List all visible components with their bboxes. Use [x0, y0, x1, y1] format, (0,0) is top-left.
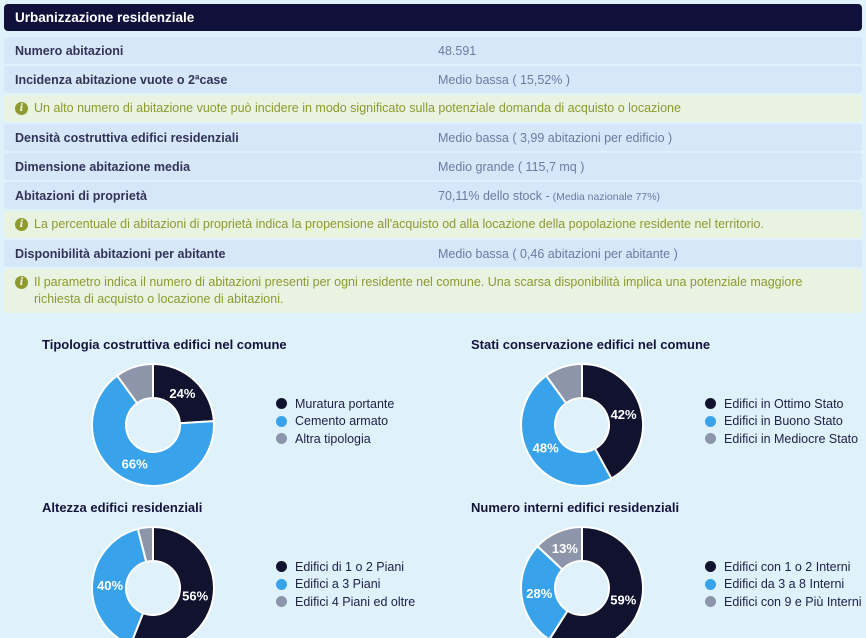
charts-grid [4, 327, 862, 638]
chart-title: Tipologia costruttiva edifici nel comune [42, 337, 287, 352]
note-text: Il parametro indica il numero di abitazioni presenti per ogni residente nel comune. Una scarsa disponibilità implica una potenziale maggiore richiesta di acquisto o locazione di abitazioni. [34, 275, 803, 306]
table-row [4, 153, 862, 180]
legend-dot-icon [705, 433, 716, 444]
legend-label: Muratura portante [295, 396, 395, 411]
donut-pie-chart [519, 525, 645, 638]
slice-percentage-label: 56% [182, 588, 209, 604]
section-header-title: Urbanizzazione residenziale [4, 4, 862, 31]
donut-chart-block [433, 327, 862, 490]
legend-dot-icon [705, 561, 716, 572]
chart-row [40, 525, 433, 638]
legend-item [705, 414, 858, 428]
row-label: Dimensione abitazione media [15, 159, 191, 174]
chart-row [469, 525, 862, 638]
legend-label: Cemento armato [295, 414, 389, 428]
row-label: Numero abitazioni [15, 43, 124, 58]
legend-label: Edifici da 3 a 8 Interni [724, 577, 845, 591]
donut-pie-chart [519, 362, 645, 488]
row-value-text: Medio bassa ( 3,99 abitazioni per edificio ) [438, 130, 673, 145]
legend-item [705, 595, 862, 609]
legend-label: Edifici di 1 o 2 Piani [295, 559, 405, 574]
row-label: Abitazioni di proprietà [15, 188, 147, 203]
legend-item [276, 595, 415, 609]
legend-dot-icon [705, 416, 716, 427]
slice-percentage-label: 28% [526, 585, 553, 601]
chart-legend [705, 556, 862, 612]
legend-label: Edifici con 1 o 2 Interni [724, 559, 851, 574]
slice-percentage-label: 42% [610, 406, 637, 422]
donut-chart-block [433, 490, 862, 638]
legend-dot-icon [276, 596, 287, 607]
legend-label: Edifici in Buono Stato [724, 414, 843, 428]
row-value-text: Medio bassa ( 0,46 abitazioni per abitante ) [438, 246, 678, 261]
row-value [438, 160, 584, 174]
table-row [4, 124, 862, 151]
chart-row [40, 362, 433, 488]
table-row [4, 66, 862, 93]
chart-row [469, 362, 862, 488]
legend-item [276, 577, 415, 591]
info-icon: i [15, 218, 28, 231]
slice-percentage-label: 24% [169, 386, 196, 402]
chart-legend [276, 556, 415, 612]
row-label: Incidenza abitazione vuote o 2ªcase [15, 72, 228, 87]
legend-item [276, 432, 394, 446]
row-value-text: 48.591 [438, 43, 477, 58]
table-row [4, 240, 862, 267]
row-value-note: (Media nazionale 77%) [552, 190, 661, 203]
legend-item [276, 560, 415, 574]
chart-legend [705, 393, 858, 449]
slice-percentage-label: 66% [121, 456, 148, 472]
row-value [438, 131, 672, 145]
info-note [4, 95, 862, 122]
slice-percentage-label: 13% [551, 541, 578, 556]
legend-label: Altra tipologia [295, 431, 371, 446]
legend-dot-icon [276, 561, 287, 572]
legend-dot-icon [705, 596, 716, 607]
row-label: Disponibilità abitazioni per abitante [15, 246, 226, 261]
legend-label: Edifici a 3 Piani [295, 577, 381, 591]
note-text: Un alto numero di abitazione vuote può incidere in modo significato sulla potenziale domanda di acquisto o locazione [34, 101, 681, 115]
donut-chart-block [4, 490, 433, 638]
table-row [4, 182, 862, 209]
info-note [4, 269, 862, 313]
donut-chart-block [4, 327, 433, 490]
row-label: Densità costruttiva edifici residenziali [15, 130, 239, 145]
row-value [438, 189, 660, 203]
legend-label: Edifici in Ottimo Stato [724, 396, 844, 411]
legend-dot-icon [276, 433, 287, 444]
legend-item [705, 432, 858, 446]
info-icon: i [15, 102, 28, 115]
slice-percentage-label: 59% [610, 592, 637, 608]
legend-item [705, 577, 862, 591]
legend-dot-icon [276, 398, 287, 409]
row-value-text: Medio grande ( 115,7 mq ) [438, 159, 585, 174]
chart-legend [276, 393, 394, 449]
chart-title: Stati conservazione edifici nel comune [471, 337, 711, 352]
legend-label: Edifici 4 Piani ed oltre [295, 594, 416, 609]
legend-label: Edifici in Mediocre Stato [724, 431, 859, 446]
info-icon: i [15, 276, 28, 289]
legend-dot-icon [276, 579, 287, 590]
info-note [4, 211, 862, 238]
info-table [4, 37, 862, 313]
chart-title: Numero interni edifici residenziali [471, 500, 680, 515]
legend-item [705, 560, 862, 574]
row-value [438, 247, 678, 261]
donut-pie-chart [90, 362, 216, 488]
row-value [438, 73, 570, 87]
slice-percentage-label: 40% [97, 577, 124, 593]
note-text: La percentuale di abitazioni di proprietà indica la propensione all'acquisto od alla locazione della popolazione residente nel territorio. [34, 217, 764, 231]
legend-item [276, 397, 394, 411]
chart-title: Altezza edifici residenziali [42, 500, 203, 515]
row-value-text: Medio bassa ( 15,52% ) [438, 72, 571, 87]
donut-pie-chart [90, 525, 216, 638]
legend-dot-icon [705, 579, 716, 590]
legend-dot-icon [705, 398, 716, 409]
slice-percentage-label: 48% [532, 440, 559, 456]
legend-label: Edifici con 9 e Più Interni [724, 594, 862, 609]
legend-dot-icon [276, 416, 287, 427]
row-value [438, 44, 476, 58]
legend-item [705, 397, 858, 411]
row-value-text: 70,11% dello stock - [438, 188, 550, 203]
legend-item [276, 414, 394, 428]
table-row [4, 37, 862, 64]
